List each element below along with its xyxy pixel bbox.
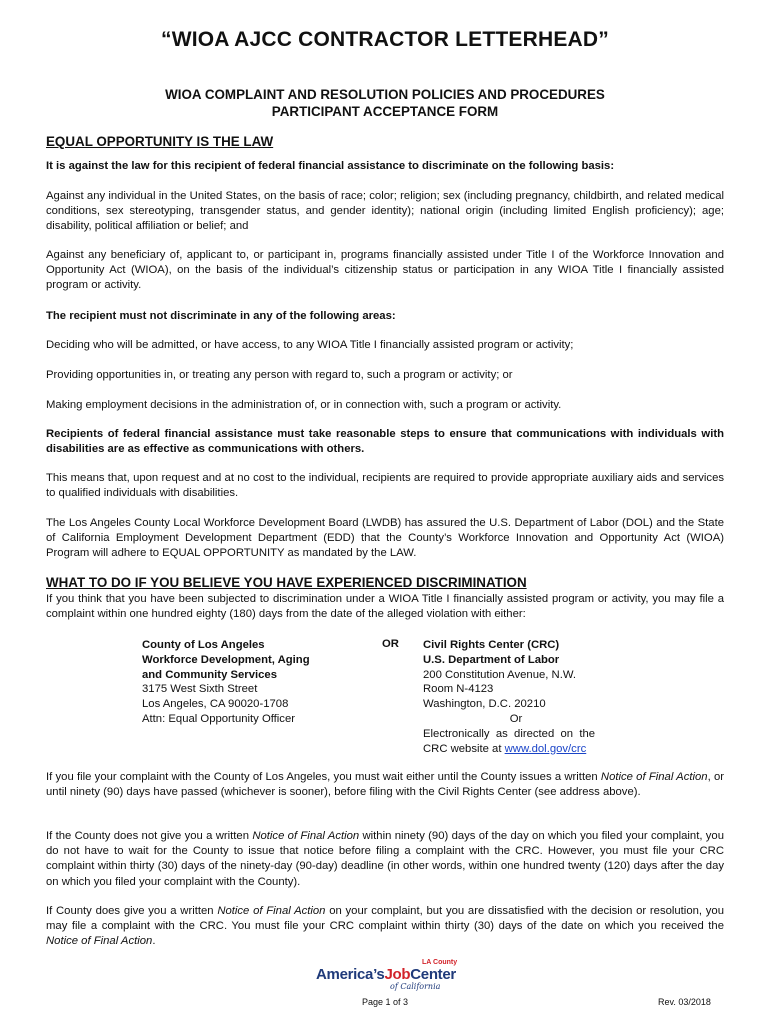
county-name: County of Los Angeles	[142, 639, 265, 651]
dissatisfied-text-c: .	[152, 935, 156, 948]
americas-job-center-logo	[316, 960, 476, 994]
dissatisfied-text-a: If County does give you a written	[46, 905, 218, 917]
paragraph-beneficiary-basis: Against any beneficiary of, applicant to, or participant in, programs financially assisted under Title I of the Workforce Innovation and Opportunity Act (WIOA), on the basis of the individual’s citizenship status or participation in any WIOA Title I financially assisted program or activity.	[46, 249, 724, 292]
county-address-block	[142, 638, 310, 727]
letterhead-title: “WIOA AJCC CONTRACTOR LETTERHEAD”	[161, 28, 609, 51]
area-item-employment: Making employment decisions in the administration of, or in connection with, such a program or activity.	[46, 399, 562, 411]
paragraph-auxiliary-aids: This means that, upon request and at no cost to the individual, recipients are required to provide appropriate auxiliary aids and services to qualified individuals with disabilities.	[46, 472, 724, 500]
crc-or: Or	[509, 712, 523, 725]
paragraph-county-notice-dissatisfied	[46, 904, 724, 950]
county-street: 3175 West Sixth Street	[142, 683, 258, 696]
paragraph-county-wait	[46, 770, 724, 800]
logo-of-california-text: of California	[390, 982, 441, 991]
paragraph-reasonable-steps: Recipients of federal financial assistance must take reasonable steps to ensure that communications with individuals with disabilities are as effective as communications with others.	[46, 428, 724, 456]
logo-wordmark	[316, 966, 456, 983]
form-subtitle	[46, 86, 724, 120]
notice-final-action-term: Notice of Final Action	[46, 935, 153, 948]
revision-date: Rev. 03/2018	[658, 997, 711, 1007]
subtitle-line-2: PARTICIPANT ACCEPTANCE FORM	[271, 104, 499, 119]
logo-center-text: Center	[410, 966, 456, 983]
dissatisfied-text-b: on your complaint, but you are dissatisfied with the decision or resolution, you may file a complaint with the CRC. You must file your CRC complaint within thirty (30) days of the date on which you received the	[46, 905, 724, 933]
no-notice-text-b: within ninety (90) days of the day on which you filed your complaint, you do not have to wait for the County to issue that notice before filing a complaint with the CRC. However, you must file your CRC complaint within thirty (30) days of the ninety-day (90-day) deadline (in other words, within one hundred twenty (120) days after the day on which you filed your complaint with the County).	[46, 830, 725, 888]
paragraph-county-no-notice	[46, 829, 724, 890]
county-wait-text-a: If you file your complaint with the County of Los Angeles, you must wait either until the County issues a written	[46, 771, 601, 783]
notice-final-action-term: Notice of Final Action	[217, 905, 326, 917]
area-item-admission: Deciding who will be admitted, or have access, to any WIOA Title I financially assisted program or activity;	[46, 339, 574, 351]
section-heading-discrimination: WHAT TO DO IF YOU BELIEVE YOU HAVE EXPERIENCED DISCRIMINATION	[46, 575, 527, 590]
no-notice-text-a: If the County does not give you a written	[46, 830, 253, 842]
county-wait-text-b: , or until ninety (90) days have passed (whichever is sooner), before filing with the Civil Rights Center (see address above).	[46, 771, 724, 799]
paragraph-file-complaint: If you think that you have been subjected to discrimination under a WIOA Title I financially assisted program or activity, you may file a complaint within one hundred eighty (180) days from the date of the alleged violation with either:	[46, 593, 724, 621]
crc-website-prefix: CRC website at	[423, 742, 505, 755]
section-heading-equal-opportunity: EQUAL OPPORTUNITY IS THE LAW	[46, 134, 274, 149]
intro-statement: It is against the law for this recipient of federal financial assistance to discriminate on the following basis:	[46, 160, 615, 172]
logo-america-text: America’s	[316, 966, 385, 983]
subtitle-line-1: WIOA COMPLAINT AND RESOLUTION POLICIES AND PROCEDURES	[165, 87, 605, 102]
crc-street: 200 Constitution Avenue, N.W.	[423, 668, 577, 681]
crc-website-line	[423, 742, 609, 757]
crc-electronic-line: Electronically as directed on the	[423, 727, 596, 740]
notice-final-action-term: Notice of Final Action	[252, 830, 360, 842]
county-dept-line1: Workforce Development, Aging	[142, 653, 310, 666]
page-number: Page 1 of 3	[362, 997, 409, 1007]
paragraph-lwdb-assurance: The Los Angeles County Local Workforce Development Board (LWDB) has assured the U.S. Department of Labor (DOL) and the State of California Employment Development Department (EDD) that the County’s Workforce Innovation and Opportunity Act (WIOA) Program will adhere to EQUAL OPPORTUNITY as mandated by the LAW.	[46, 517, 724, 560]
logo-la-county-tag: LA County	[422, 959, 458, 966]
crc-dept: U.S. Department of Labor	[423, 653, 560, 666]
areas-heading: The recipient must not discriminate in any of the following areas:	[46, 310, 396, 322]
county-dept-line2: and Community Services	[142, 668, 277, 681]
crc-city: Washington, D.C. 20210	[423, 698, 546, 711]
county-attn: Attn: Equal Opportunity Officer	[142, 712, 296, 725]
crc-website-link[interactable]: www.dol.gov/crc	[504, 742, 587, 755]
crc-address-block	[423, 638, 609, 756]
logo-job-text: Job	[384, 966, 411, 983]
area-item-opportunities: Providing opportunities in, or treating any person with regard to, such a program or activity; or	[46, 369, 513, 381]
county-city: Los Angeles, CA 90020-1708	[142, 698, 289, 711]
or-separator: OR	[382, 638, 399, 650]
paragraph-protected-basis: Against any individual in the United States, on the basis of race; color; religion; sex (including pregnancy, childbirth, and related medical conditions, sex stereotyping, transgender status, and gender identity); national origin (including limited English proficiency); age; disability, political affiliation or belief; and	[46, 190, 724, 233]
crc-room: Room N-4123	[423, 683, 494, 696]
notice-final-action-term: Notice of Final Action	[600, 771, 708, 783]
crc-name: Civil Rights Center (CRC)	[423, 639, 560, 651]
